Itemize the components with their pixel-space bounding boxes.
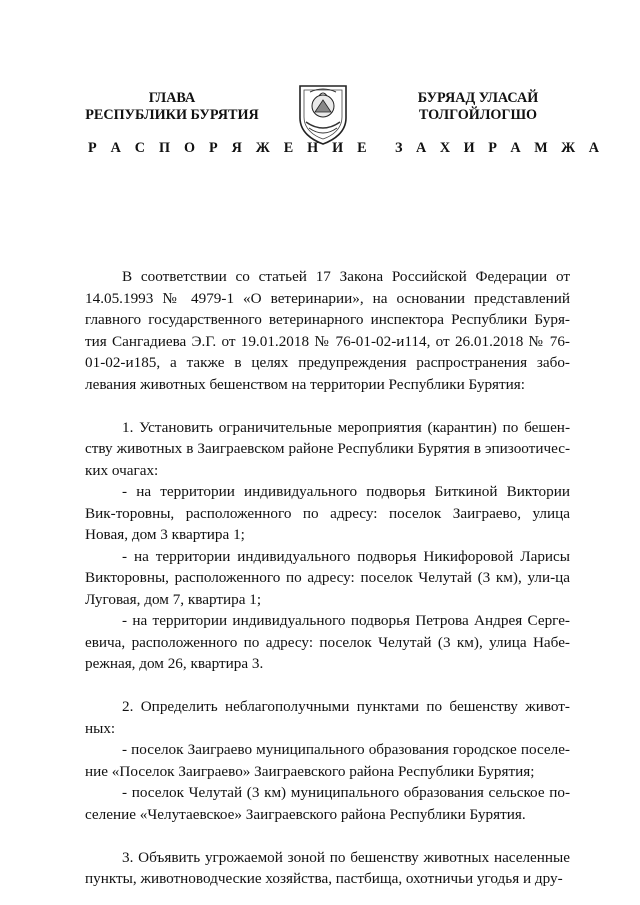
item-1-sub-2: - на территории индивидуального подворья Никифоровой Ларисы Викторовны, расположенного по адресу: поселок Челутай (3 км), ули-ца Луговая, дом 7, квартира 1; (85, 547, 570, 608)
document-body (85, 266, 570, 890)
item-1-sub-3: - на территории индивидуального подворья Петрова Андрея Серге-евича, расположенного по адресу: поселок Челутай (3 км), улица Набе-режная, дом 26, квартира 3. (85, 612, 570, 672)
item-2-paragraph: 2. Определить неблагополучными пунктами по бешенству живот-ных: (85, 698, 570, 737)
item-2-sub-1: - поселок Заиграево муниципального образования городское поселе-ние «Поселок Заиграево» Заиграевского района Республики Бурятия; (85, 741, 570, 780)
doc-type-right: З А Х И Р А М Ж А (395, 140, 604, 156)
preamble-paragraph: В соответствии со статьей 17 Закона Российской Федерации от 14.05.1993 № 4979-1 «О ветеринарии», на основании представлений главного государственного ветеринарного инспектора Республики Буря-тия Сангадиева Э.Г. от 19.01.2018 № 76-01-02-и114, от 26.01.2018 № 76-01-02-и185, а также в целях предупреждения распространения забо-левания животных бешенством на территории Республики Бурятия: (85, 268, 570, 393)
item-2-sub-2: - поселок Челутай (3 км) муниципального образования сельское по-селение «Челутаевское» Заиграевского района Республики Бурятия. (85, 784, 570, 823)
header-right-subtitle: ТОЛГОЙЛОГШО (418, 107, 538, 123)
header-right-title: БУРЯАД УЛАСАЙ (417, 90, 539, 106)
item-1-sub-1: - на территории индивидуального подворья Биткиной Виктории Вик-торовны, расположенного по адресу: поселок Заиграево, улица Новая, дом 3 квартира 1; (85, 483, 570, 543)
header-left (72, 90, 272, 124)
item-1-paragraph: 1. Установить ограничительные мероприятия (карантин) по бешен-ству животных в Заиграевском районе Республики Бурятия в эпизоотичес-ких очагах: (85, 418, 570, 479)
header-right (378, 90, 578, 124)
header-left-subtitle: РЕСПУБЛИКИ БУРЯТИЯ (85, 107, 259, 123)
item-3-paragraph: 3. Объявить угрожаемой зоной по бешенству животных населенные пункты, животноводческие хозяйства, пастбища, охотничьи угодья и дру- (85, 848, 570, 887)
header-left-title: ГЛАВА (148, 90, 196, 106)
doc-type-left: Р А С П О Р Я Ж Е Н И Е (88, 140, 372, 156)
coat-of-arms-icon (294, 82, 352, 146)
